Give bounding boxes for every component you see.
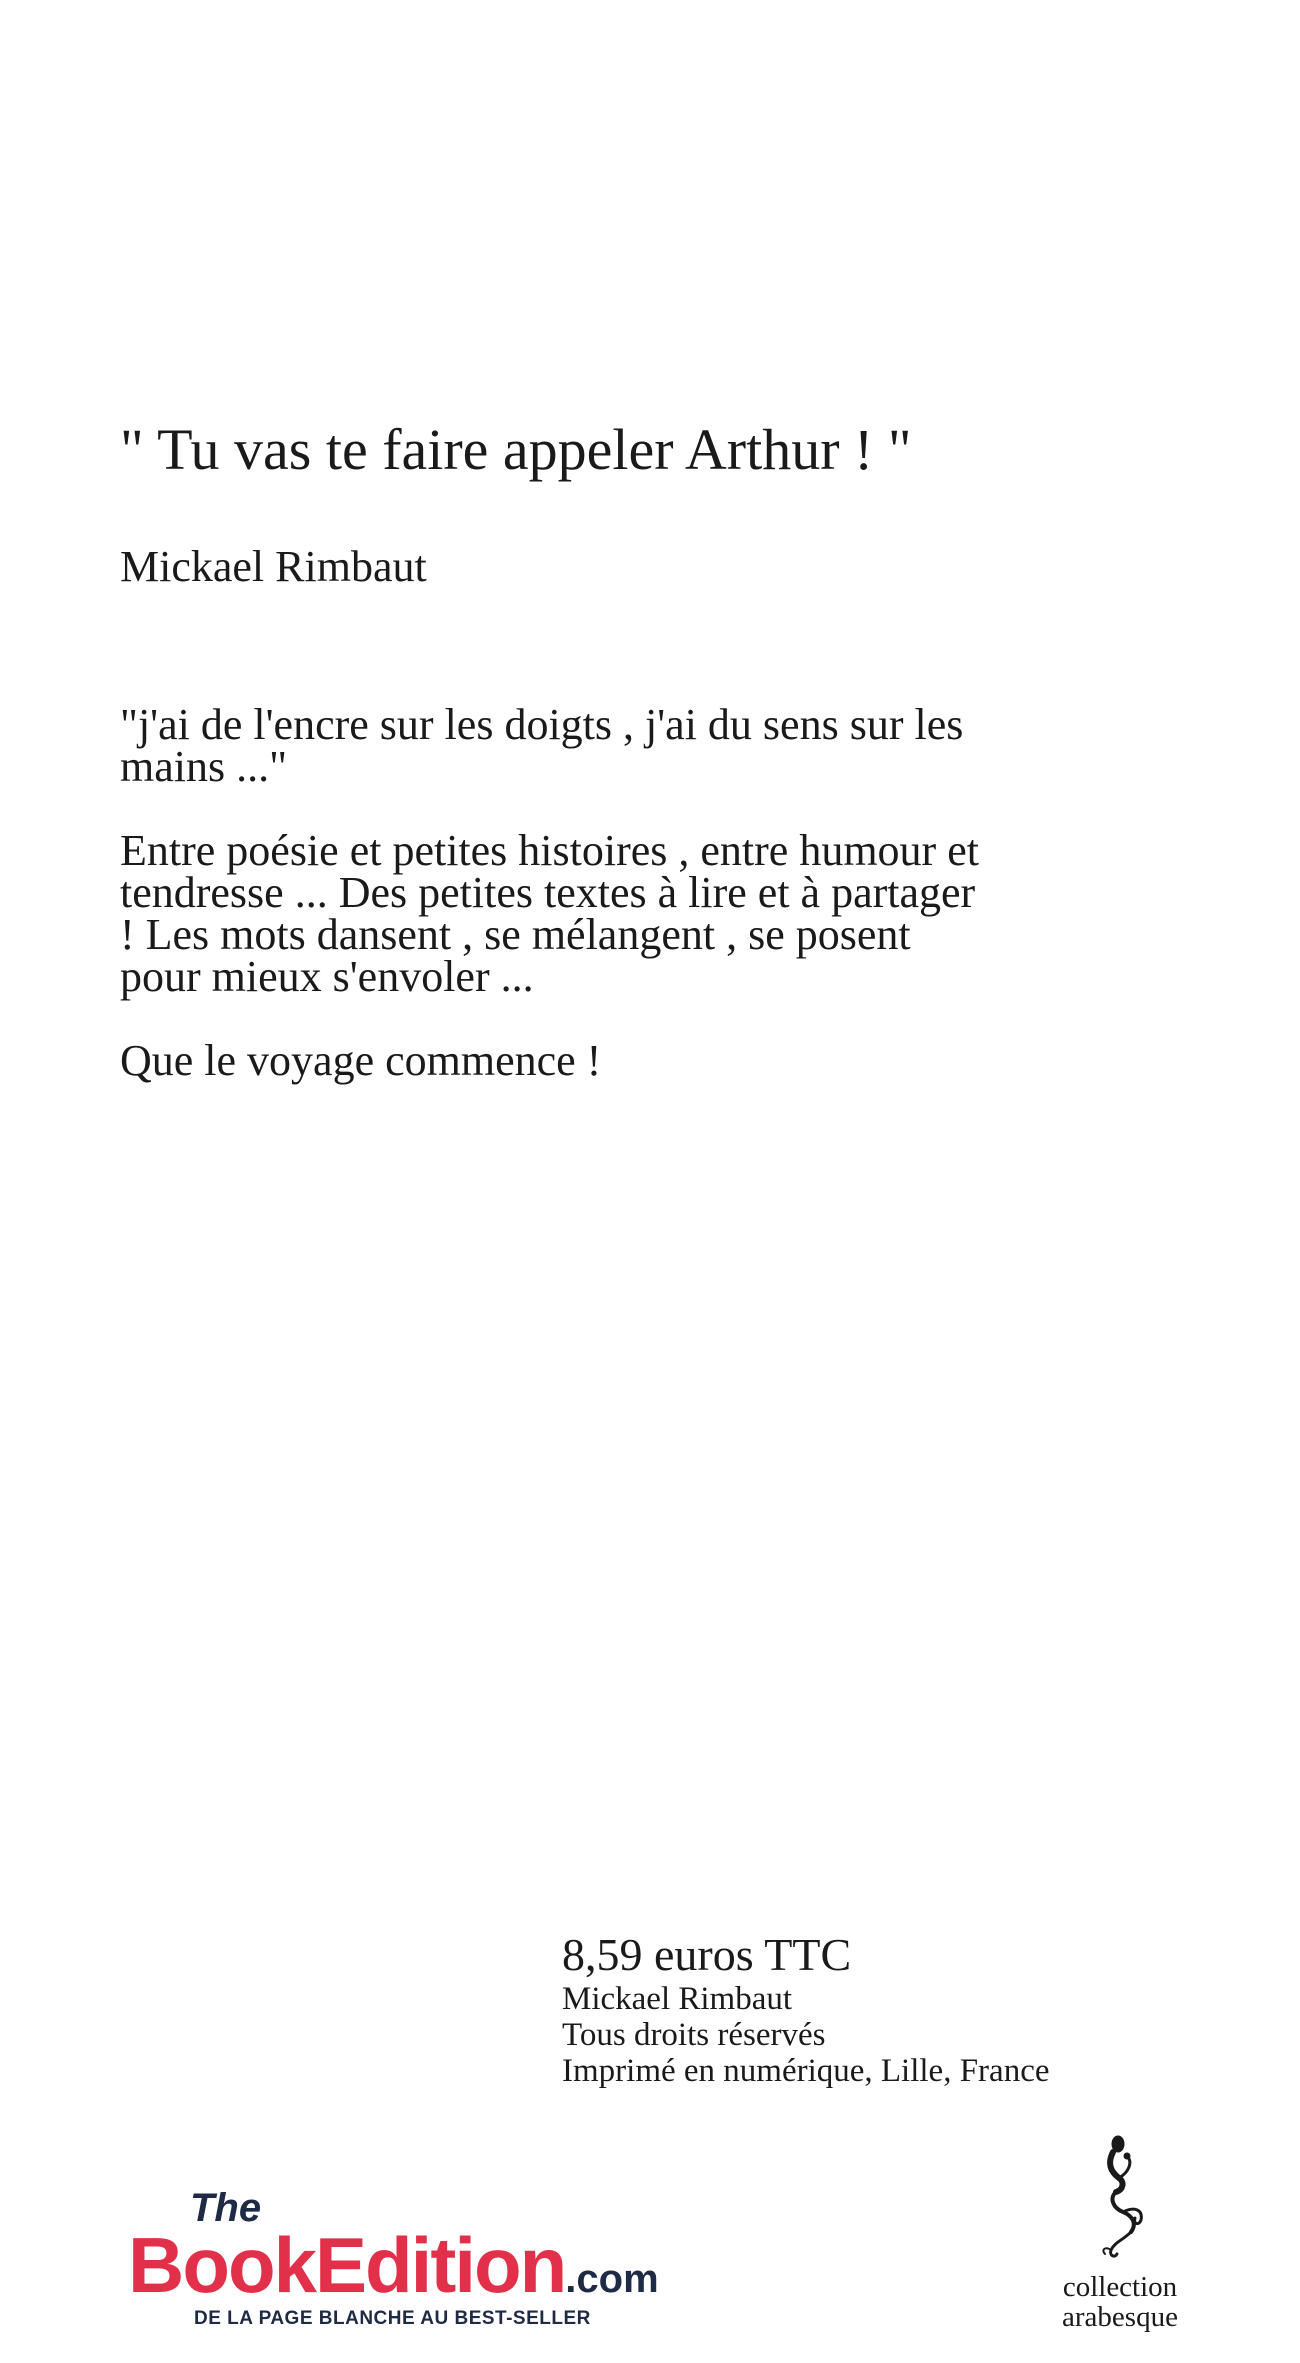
back-cover-blurb	[120, 700, 1000, 1124]
colophon	[562, 1930, 1050, 2089]
collection-mark	[1040, 2132, 1200, 2332]
book-title: " Tu vas te faire appeler Arthur ! "	[120, 417, 912, 482]
blurb-description: Entre poésie et petites histoires , entre humour et tendresse ... Des petites textes à lire et à partager ! Les mots dansent , se mélangent , se posent pour mieux s'envoler ...	[120, 826, 979, 1001]
logo-the: The	[190, 2186, 262, 2230]
publisher-logo	[128, 2188, 718, 2330]
blurb-closing: Que le voyage commence !	[120, 1036, 602, 1085]
print-info: Imprimé en numérique, Lille, France	[562, 2052, 1050, 2089]
collection-line-1: collection	[1062, 2271, 1178, 2303]
blurb-quote: "j'ai de l'encre sur les doigts , j'ai du sens sur les mains ..."	[120, 700, 964, 791]
arabesque-ornament-icon	[1085, 2132, 1155, 2262]
logo-wordmark	[128, 2221, 718, 2309]
collection-line-2: arabesque	[1062, 2301, 1178, 2333]
rights-notice: Tous droits réservés	[562, 2016, 826, 2053]
colophon-author: Mickael Rimbaut	[562, 1980, 793, 2017]
collection-label	[1040, 2272, 1200, 2332]
book-author: Mickael Rimbaut	[120, 542, 427, 591]
logo-domain-suffix: .com	[565, 2257, 659, 2301]
price: 8,59 euros TTC	[562, 1929, 852, 1980]
logo-tagline: DE LA PAGE BLANCHE AU BEST-SELLER	[194, 2308, 591, 2330]
logo-brand-text: BookEdition	[128, 2221, 566, 2309]
